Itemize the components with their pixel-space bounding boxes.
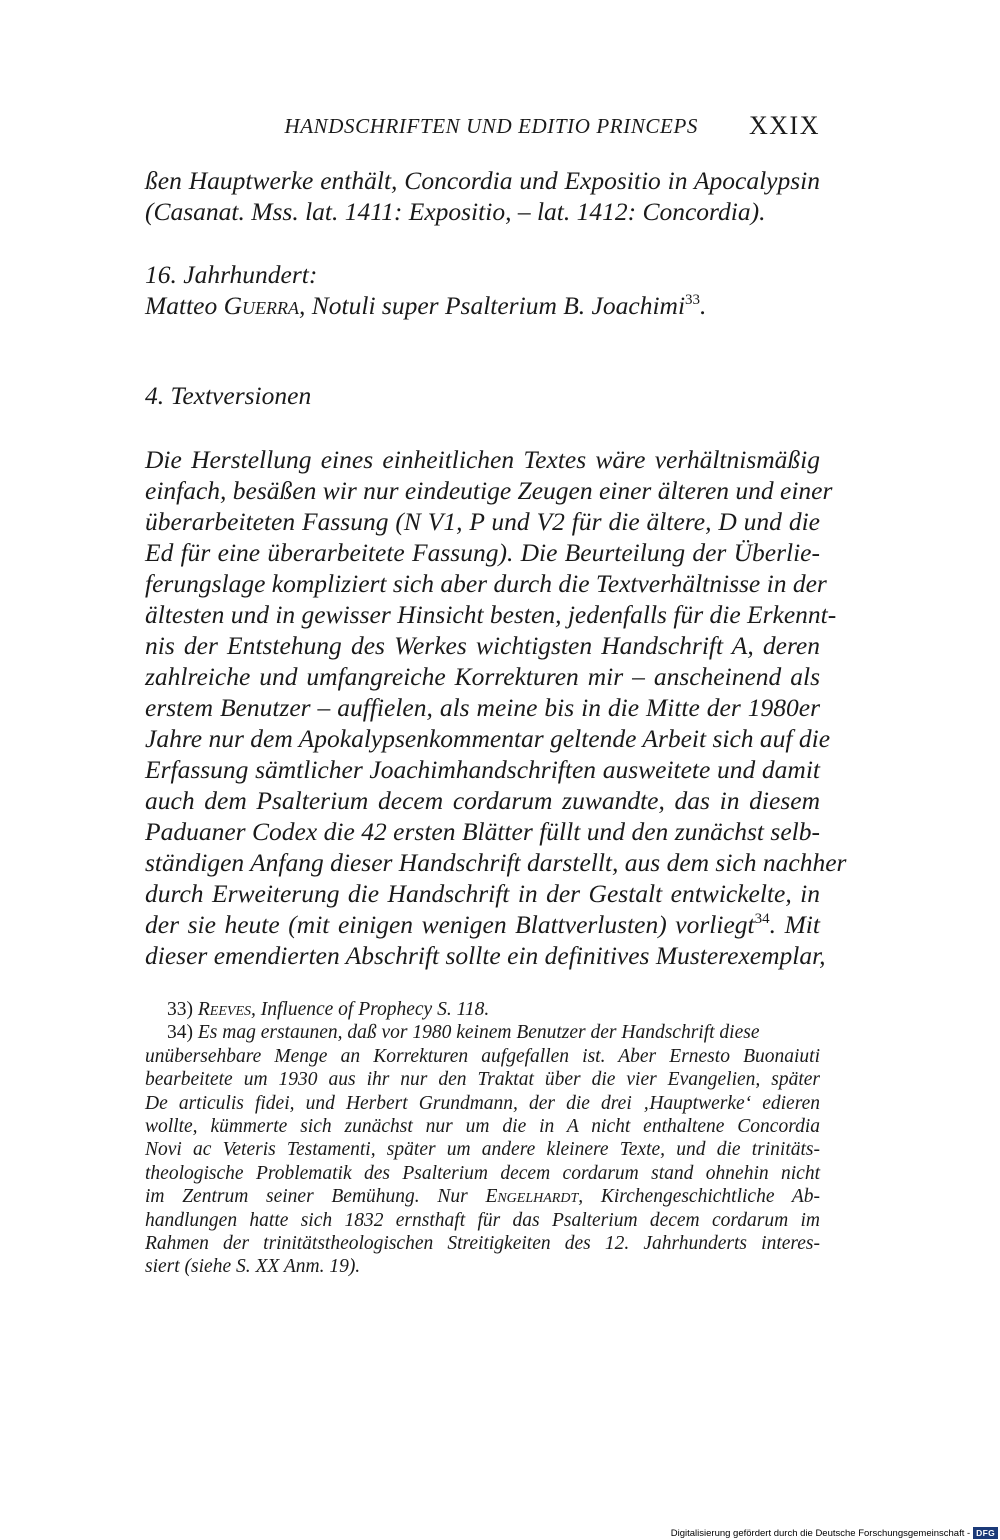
intro-paragraph — [145, 165, 820, 227]
footnote-line: siert (siehe S. XX Anm. 19). — [145, 1256, 361, 1278]
entry-text: . — [700, 291, 707, 320]
body-line: ältesten und in gewisser Hinsicht besten, jedenfalls für die Erkennt- — [145, 600, 837, 629]
page-number: XXIX — [749, 111, 820, 140]
entry-text: , Notuli super Psalterium B. Joachimi — [299, 291, 686, 320]
footnote-number: 34) — [167, 1022, 193, 1044]
footer-text: Digitalisierung gefördert durch die Deutsche Forschungsgemeinschaft - — [670, 1527, 971, 1539]
body-line: einfach, besäßen wir nur eindeutige Zeugen einer älteren und einer — [145, 476, 833, 505]
footnote-text: Es mag erstaunen, daß vor 1980 keinem Benutzer der Handschrift diese — [197, 1022, 760, 1044]
body-line: Ed für eine überarbeitete Fassung). Die Beurteilung der Überlie- — [145, 538, 820, 567]
body-line: Die Herstellung eines einheitlichen Textes wäre verhältnismäßig — [145, 445, 820, 474]
footnote-line — [145, 1185, 820, 1208]
century-label: 16. Jahrhundert: — [145, 260, 318, 289]
body-line: zahlreiche und umfangreiche Korrekturen mir – anscheinend als — [145, 662, 820, 691]
footnote-text: , Kirchengeschichtliche Ab- — [578, 1186, 820, 1208]
digitization-footer — [671, 1527, 1000, 1540]
century-entry-line — [145, 290, 820, 321]
footnote-33 — [145, 998, 820, 1021]
footnote-marker[interactable]: 33 — [685, 292, 701, 308]
body-line: nis der Entstehung des Werkes wichtigsten Handschrift A, deren — [145, 631, 820, 660]
author-name: Guerra — [223, 291, 300, 320]
century-entry — [145, 259, 820, 321]
author-name: Engelhardt — [485, 1186, 579, 1208]
footnote-line: wollte, kümmerte sich zunächst nur um die in A nicht enthaltene Concordia — [145, 1115, 820, 1137]
footnote-line: theologische Problematik des Psalterium decem cordarum stand ohnehin nicht — [145, 1162, 820, 1184]
footnotes — [145, 998, 820, 1279]
running-header — [145, 112, 820, 142]
footnote-marker[interactable]: 34 — [754, 911, 770, 927]
footnote-line: De articulis fidei, und Herbert Grundmann, der die drei ‚Hauptwerke‘ edieren — [145, 1092, 820, 1114]
footnote-line: Novi ac Veteris Testamenti, später um andere kleinere Texte, und die trinitäts- — [145, 1139, 820, 1161]
running-title: HANDSCHRIFTEN UND EDITIO PRINCEPS — [284, 114, 698, 138]
footnote-34-first-line — [145, 1021, 820, 1044]
section-heading: 4. Textversionen — [145, 381, 312, 410]
body-paragraph — [145, 444, 847, 971]
entry-text: Matteo — [145, 291, 224, 320]
body-line: dieser emendierten Abschrift sollte ein definitives Musterexemplar, — [145, 941, 826, 970]
body-line: Jahre nur dem Apokalypsenkommentar geltende Arbeit sich auf die — [145, 724, 831, 753]
body-text: . Mit — [769, 910, 820, 939]
intro-line: (Casanat. Mss. lat. 1411: Expositio, – lat. 1412: Concordia). — [145, 197, 766, 226]
dfg-logo-icon[interactable]: DFG — [973, 1527, 998, 1539]
author-name: Reeves — [197, 999, 251, 1020]
body-line: durch Erweiterung die Handschrift in der Gestalt entwickelte, in — [145, 879, 820, 908]
footnote-number: 33) — [167, 999, 193, 1020]
body-line: erstem Benutzer – auffielen, als meine bis in die Mitte der 1980er — [145, 693, 820, 722]
body-line: ständigen Anfang dieser Handschrift darstellt, aus dem sich nachher — [145, 848, 847, 877]
body-line: Erfassung sämtlicher Joachimhandschriften ausweitete und damit — [145, 755, 820, 784]
footnote-line: Rahmen der trinitätstheologischen Streitigkeiten des 12. Jahrhunderts interes- — [145, 1232, 820, 1254]
footnote-text: im Zentrum seiner Bemühung. Nur — [145, 1186, 486, 1208]
body-line: Paduaner Codex die 42 ersten Blätter füllt und den zunächst selb- — [145, 817, 820, 846]
footnote-line: handlungen hatte sich 1832 ernsthaft für das Psalterium decem cordarum im — [145, 1209, 820, 1231]
footnote-text: , Influence of Prophecy S. 118. — [251, 999, 490, 1020]
intro-line: ßen Hauptwerke enthält, Concordia und Expositio in Apocalypsin — [145, 166, 820, 195]
body-line: auch dem Psalterium decem cordarum zuwandte, das in diesem — [145, 786, 820, 815]
body-text: der sie heute (mit einigen wenigen Blattverlusten) vorliegt — [145, 910, 755, 939]
footnote-line: unübersehbare Menge an Korrekturen aufgefallen ist. Aber Ernesto Buonaiuti — [145, 1045, 820, 1067]
body-line — [145, 909, 820, 940]
body-line: überarbeiteten Fassung (N V1, P und V2 für die ältere, D und die — [145, 507, 820, 536]
body-line: ferungslage kompliziert sich aber durch die Textverhältnisse in der — [145, 569, 827, 598]
footnote-line: bearbeitete um 1930 aus ihr nur den Traktat über die vier Evangelien, später — [145, 1069, 820, 1091]
